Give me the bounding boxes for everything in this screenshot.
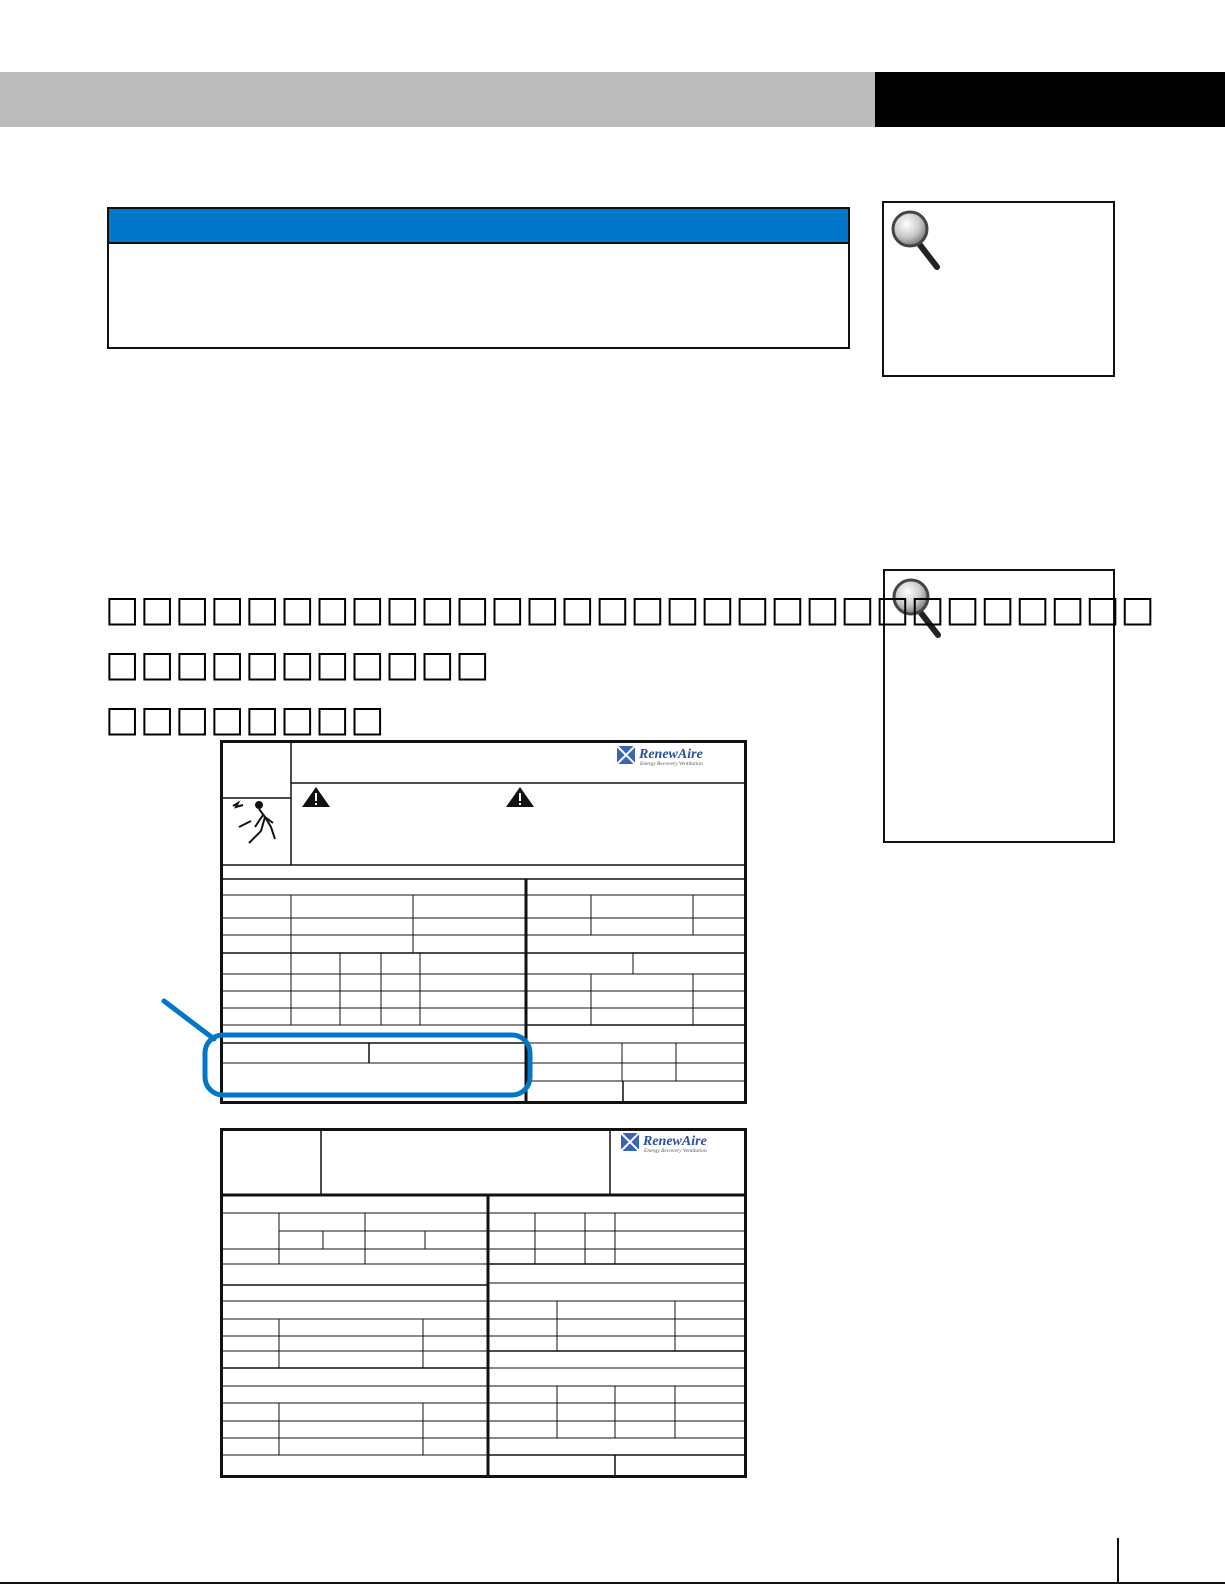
- renewaire-logo: [617, 746, 703, 767]
- renewaire-logo: [621, 1133, 707, 1154]
- section-heading: □□□□□□□□: [105, 699, 386, 740]
- highlight-callout: [150, 995, 540, 1115]
- logo-brand-text: RenewAire: [639, 747, 703, 762]
- footer-divider: [1117, 1538, 1119, 1584]
- electrical-hazard-icon: [233, 802, 275, 843]
- notice-title-bar: [109, 209, 848, 244]
- header-band-black: [875, 72, 1225, 127]
- section-heading: □□□□□□□□□□□: [105, 644, 491, 685]
- logo-tagline-text: Energy Recovery Ventilation: [644, 1148, 707, 1154]
- logo-tagline-text: Energy Recovery Ventilation: [640, 761, 703, 767]
- rating-label-diagram: [220, 1128, 747, 1478]
- logo-brand-text: RenewAire: [643, 1134, 707, 1149]
- header-band-gray: [0, 72, 875, 127]
- tip-box: [882, 201, 1115, 377]
- footer-rule: [0, 1582, 1225, 1584]
- section-heading: □□□□□□□□□□□□□□□□□□□□□□□□□□□□□□: [105, 589, 1156, 630]
- warning-triangle-icon: [506, 787, 534, 807]
- warning-triangle-icon: [302, 787, 330, 807]
- notice-box: [107, 207, 850, 349]
- magnifier-icon: [890, 209, 946, 273]
